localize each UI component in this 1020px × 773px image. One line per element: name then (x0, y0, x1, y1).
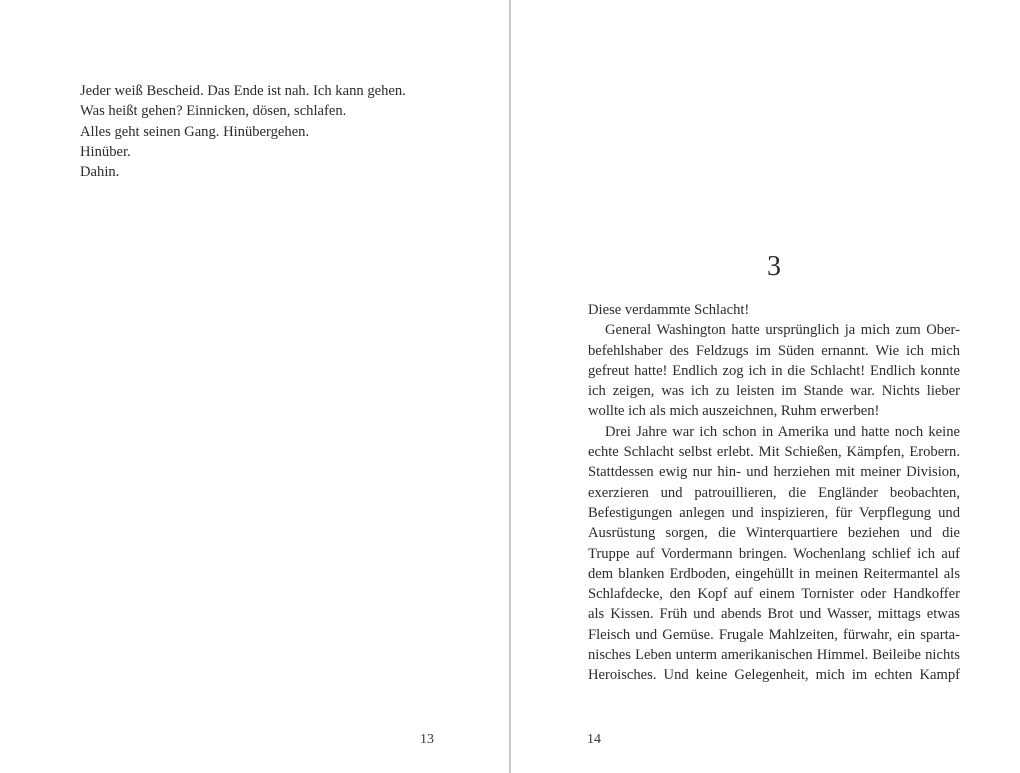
text-line: wollte ich als mich auszeichnen, Ruhm erwerben! (588, 403, 880, 420)
text-line: Heroisches. Und keine Gelegenheit, mich im echten Kampf (588, 667, 960, 684)
text-line: Schlafdecke, den Kopf auf einem Tornister oder Handkoffer (588, 586, 960, 603)
text-line: Diese verdammte Schlacht! (588, 302, 750, 318)
left-page-text-block (80, 81, 480, 182)
text-line: Alles geht seinen Gang. Hinübergehen. (80, 123, 310, 140)
text-line: dem blanken Erdboden, eingehüllt in meinen Reitermantel als (588, 565, 960, 582)
text-line: exerzieren und patrouillieren, die Engländer beobachten, (588, 484, 960, 501)
text-line: Fleisch und Gemüse. Frugale Mahlzeiten, fürwahr, ein sparta- (588, 626, 960, 643)
right-page-text-block (588, 300, 960, 686)
chapter-number-heading: 3 (767, 251, 781, 282)
page-number-right: 14 (587, 732, 601, 747)
text-line: General Washington hatte ursprünglich ja mich zum Ober- (605, 322, 960, 339)
text-line: Ausrüstung sorgen, die Winterquartiere beziehen und die (588, 525, 960, 542)
text-line: ich zeigen, was ich zu leisten im Stande war. Nichts lieber (588, 383, 960, 400)
text-line: als Kissen. Früh und abends Brot und Wasser, mittags etwas (588, 606, 960, 623)
text-line: Dahin. (80, 164, 120, 181)
text-line: echte Schlacht selbst erlebt. Mit Schießen, Kämpfen, Erobern. (588, 444, 960, 461)
text-line: Jeder weiß Bescheid. Das Ende ist nah. Ich kann gehen. (80, 83, 406, 99)
text-line: nisches Leben unterm amerikanischen Himmel. Beileibe nichts (588, 647, 960, 664)
text-line: Hinüber. (80, 143, 131, 160)
text-line: Befestigungen anlegen und inspizieren, für Verpflegung und (588, 504, 960, 521)
text-line: Was heißt gehen? Einnicken, dösen, schlafen. (80, 103, 347, 120)
page-gutter-divider (509, 0, 511, 773)
text-line: Drei Jahre war ich schon in Amerika und hatte noch keine (605, 423, 960, 440)
text-line: gefreut hatte! Endlich zog ich in die Schlacht! Endlich konnte (588, 362, 960, 379)
page-number-left: 13 (420, 732, 434, 747)
text-line: Stattdessen ewig nur hin- und herziehen mit meiner Division, (588, 464, 960, 481)
text-line: befehlshaber des Feldzugs im Süden ernannt. Wie ich mich (588, 342, 960, 359)
text-line: Truppe auf Vordermann bringen. Wochenlang schlief ich auf (588, 545, 960, 562)
